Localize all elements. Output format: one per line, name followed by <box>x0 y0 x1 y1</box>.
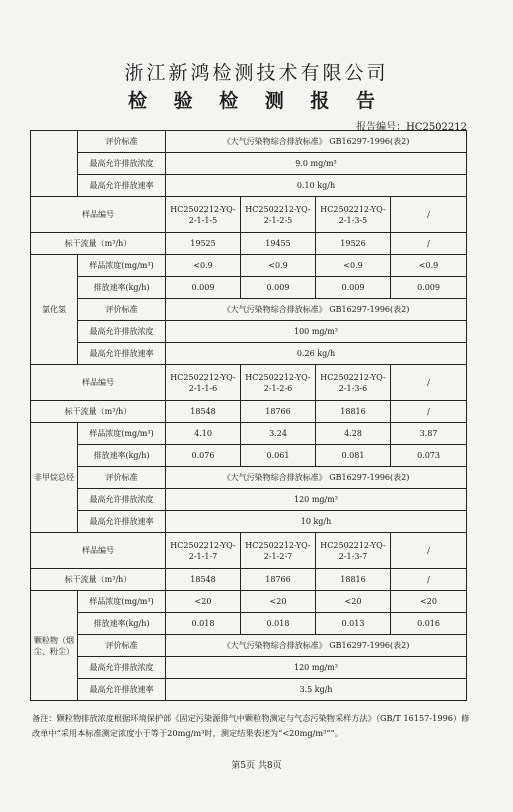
row-label: 样品浓度(mg/m³) <box>78 591 166 613</box>
pollutant-name: 氯化氢 <box>31 255 78 365</box>
flow-value: 18548 <box>166 401 241 423</box>
row-label: 排放速率(kg/h) <box>78 277 166 299</box>
rate-value: 0.016 <box>391 613 467 635</box>
row-label: 最高允许排放浓度 <box>78 153 166 175</box>
row-label: 最高允许排放浓度 <box>78 657 166 679</box>
table-row <box>31 233 467 255</box>
flow-label: 标干流量（m³/h） <box>31 401 166 423</box>
table-row <box>31 321 467 343</box>
sample-no: HC2502212-YQ-2-1-3-5 <box>316 197 391 233</box>
table-row <box>31 255 467 277</box>
table-row <box>31 511 467 533</box>
sample-no: HC2502212-YQ-2-1-1-6 <box>166 365 241 401</box>
flow-value: / <box>391 569 467 591</box>
rate-value: 0.009 <box>391 277 467 299</box>
row-label: 最高允许排放浓度 <box>78 489 166 511</box>
flow-value: 18816 <box>316 401 391 423</box>
row-label: 样品浓度(mg/m³) <box>78 255 166 277</box>
remark-note: 备注：颗粒物排放浓度根据环境保护部《固定污染源排气中颗粒物测定与气态污染物采样方法》（GB/T 16157-1996）修改单中“采用本标准测定浓度小于等于20mg/m³时，测定结果表述为“<20mg/m³””。 <box>32 713 470 738</box>
table-row <box>31 153 467 175</box>
conc-value: <0.9 <box>316 255 391 277</box>
conc-value: <20 <box>316 591 391 613</box>
max-conc-cell: 100 mg/m³ <box>166 321 467 343</box>
rate-value: 0.073 <box>391 445 467 467</box>
table-row <box>31 467 467 489</box>
conc-value: 4.10 <box>166 423 241 445</box>
flow-value: 18766 <box>241 401 316 423</box>
sample-no: / <box>391 197 467 233</box>
row-label: 评价标准 <box>78 131 166 153</box>
conc-value: <20 <box>391 591 467 613</box>
row-label: 最高允许排放速率 <box>78 175 166 197</box>
table-row <box>31 197 467 233</box>
table-row <box>31 299 467 321</box>
table-row <box>31 175 467 197</box>
table-row <box>31 343 467 365</box>
flow-value: 18766 <box>241 569 316 591</box>
conc-value: <0.9 <box>166 255 241 277</box>
sample-no: HC2502212-YQ-2-1-2-5 <box>241 197 316 233</box>
pollutant-name: 非甲烷总烃 <box>31 423 78 533</box>
rate-value: 0.018 <box>241 613 316 635</box>
conc-value: <0.9 <box>241 255 316 277</box>
flow-value: 19526 <box>316 233 391 255</box>
report-title: 检 验 检 测 报 告 <box>127 90 386 112</box>
conc-value: 3.24 <box>241 423 316 445</box>
conc-value: 3.87 <box>391 423 467 445</box>
pollutant-name: 颗粒物（烟尘、粉尘） <box>31 591 78 701</box>
page-number: 第5页 共8页 <box>231 761 282 771</box>
sample-no-label: 样品编号 <box>31 197 166 233</box>
table-row <box>31 533 467 569</box>
rate-value: 0.081 <box>316 445 391 467</box>
flow-value: 18816 <box>316 569 391 591</box>
rate-value: 0.061 <box>241 445 316 467</box>
table-row <box>31 401 467 423</box>
sample-no: HC2502212-YQ-2-1-2-6 <box>241 365 316 401</box>
max-rate-cell: 0.26 kg/h <box>166 343 467 365</box>
table-row <box>31 657 467 679</box>
table-row <box>31 679 467 701</box>
rate-value: 0.076 <box>166 445 241 467</box>
sample-no: / <box>391 533 467 569</box>
row-label: 最高允许排放速率 <box>78 511 166 533</box>
max-rate-cell: 3.5 kg/h <box>166 679 467 701</box>
sample-no: HC2502212-YQ-2-1-1-5 <box>166 197 241 233</box>
rate-value: 0.013 <box>316 613 391 635</box>
flow-value: / <box>391 401 467 423</box>
max-rate-cell: 0.10 kg/h <box>166 175 467 197</box>
sample-no-label: 样品编号 <box>31 533 166 569</box>
max-conc-cell: 120 mg/m³ <box>166 657 467 679</box>
table-row <box>31 591 467 613</box>
row-label: 样品浓度(mg/m³) <box>78 423 166 445</box>
table-row <box>31 569 467 591</box>
sample-no: HC2502212-YQ-2-1-1-7 <box>166 533 241 569</box>
flow-value: / <box>391 233 467 255</box>
report-number-value: HC2502212 <box>406 122 467 133</box>
table-row <box>31 131 467 153</box>
conc-value: <20 <box>166 591 241 613</box>
table-row <box>31 635 467 657</box>
blank-cell <box>31 131 78 197</box>
rate-value: 0.009 <box>316 277 391 299</box>
table-row <box>31 445 467 467</box>
row-label: 最高允许排放浓度 <box>78 321 166 343</box>
rate-value: 0.009 <box>166 277 241 299</box>
company-name: 浙江新鸿检测技术有限公司 <box>124 62 389 84</box>
conc-value: <0.9 <box>391 255 467 277</box>
row-label: 评价标准 <box>78 299 166 321</box>
std-cell: 《大气污染物综合排放标准》 GB16297-1996(表2) <box>166 635 467 657</box>
report-number-label: 报告编号： <box>356 122 407 133</box>
row-label: 评价标准 <box>78 635 166 657</box>
std-cell: 《大气污染物综合排放标准》 GB16297-1996(表2) <box>166 299 467 321</box>
row-label: 最高允许排放速率 <box>78 679 166 701</box>
table-row <box>31 489 467 511</box>
rate-value: 0.018 <box>166 613 241 635</box>
max-conc-cell: 120 mg/m³ <box>166 489 467 511</box>
flow-label: 标干流量（m³/h） <box>31 569 166 591</box>
row-label: 评价标准 <box>78 467 166 489</box>
row-label: 排放速率(kg/h) <box>78 445 166 467</box>
flow-value: 19455 <box>241 233 316 255</box>
table-row <box>31 613 467 635</box>
sample-no: HC2502212-YQ-2-1-3-7 <box>316 533 391 569</box>
sample-no: HC2502212-YQ-2-1-2-7 <box>241 533 316 569</box>
flow-value: 19525 <box>166 233 241 255</box>
max-conc-cell: 9.0 mg/m³ <box>166 153 467 175</box>
row-label: 最高允许排放速率 <box>78 343 166 365</box>
conc-value: <20 <box>241 591 316 613</box>
sample-no: HC2502212-YQ-2-1-3-6 <box>316 365 391 401</box>
max-rate-cell: 10 kg/h <box>166 511 467 533</box>
table-row <box>31 365 467 401</box>
rate-value: 0.009 <box>241 277 316 299</box>
emission-results-table <box>30 130 467 701</box>
std-cell: 《大气污染物综合排放标准》 GB16297-1996(表2) <box>166 131 467 153</box>
table-row <box>31 423 467 445</box>
sample-no-label: 样品编号 <box>31 365 166 401</box>
std-cell: 《大气污染物综合排放标准》 GB16297-1996(表2) <box>166 467 467 489</box>
conc-value: 4.28 <box>316 423 391 445</box>
flow-label: 标干流量（m³/h） <box>31 233 166 255</box>
sample-no: / <box>391 365 467 401</box>
table-row <box>31 277 467 299</box>
flow-value: 18548 <box>166 569 241 591</box>
row-label: 排放速率(kg/h) <box>78 613 166 635</box>
